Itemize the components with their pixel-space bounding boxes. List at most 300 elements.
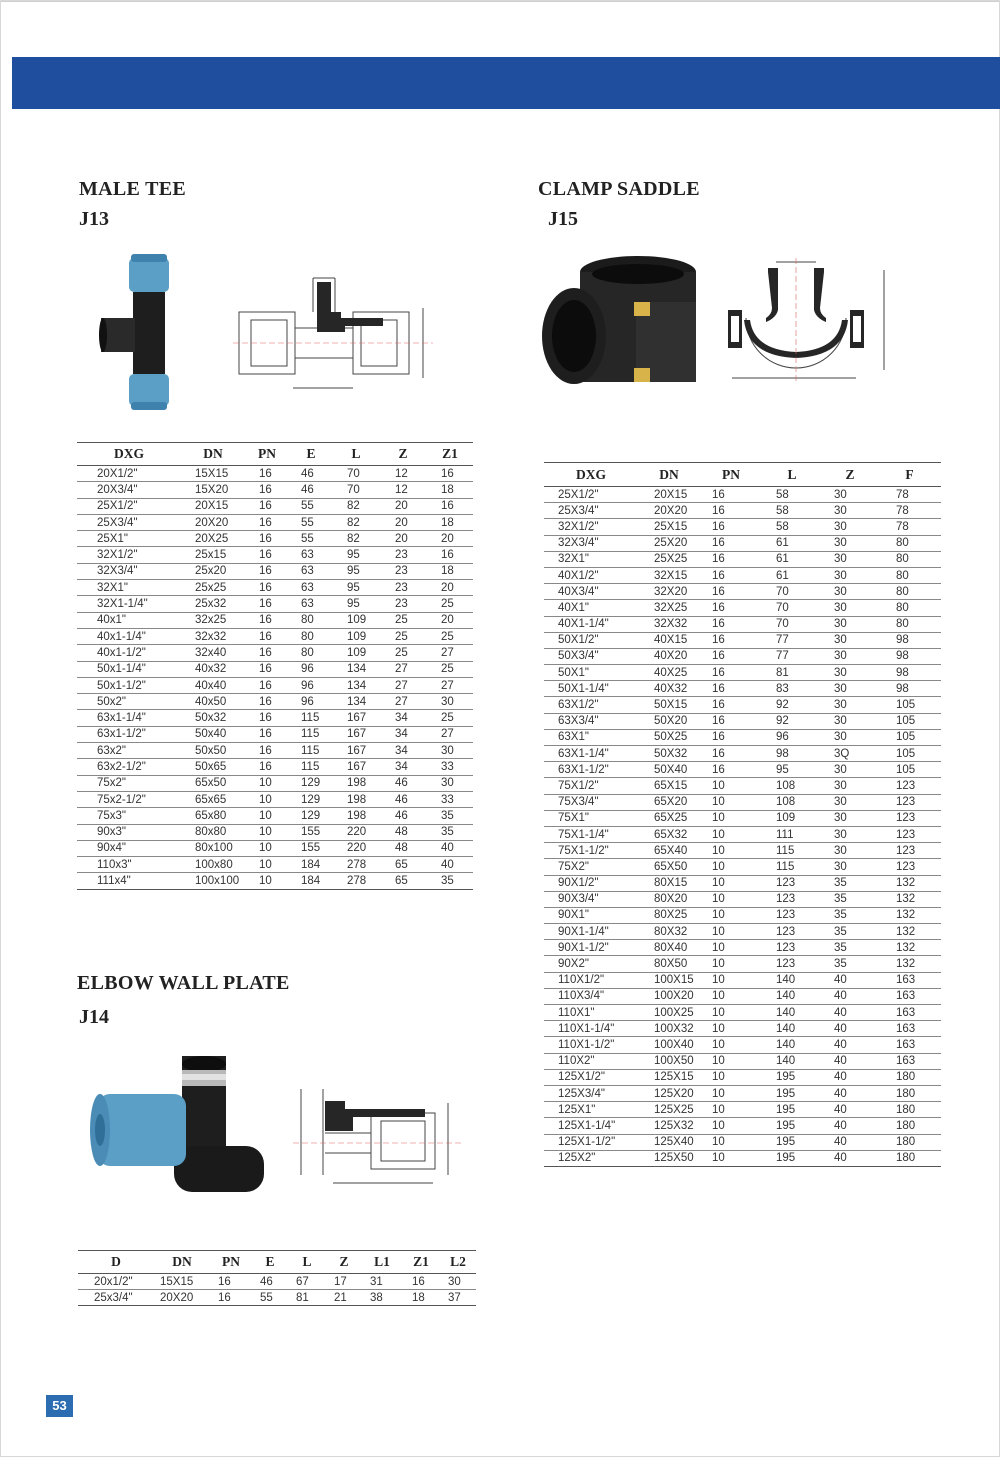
table-cell: 65X40 [638,843,700,859]
table-cell: 10 [245,873,289,889]
table-row [544,891,941,907]
table-cell: 123 [878,794,941,810]
table-cell: 92 [762,713,822,729]
table-row [77,791,473,807]
table-cell: 20X15 [181,498,245,514]
column-header: L2 [440,1251,476,1274]
table-cell: 30 [822,859,878,875]
table-cell: 123 [762,956,822,972]
column-header: D [78,1251,154,1274]
table-cell: 16 [245,661,289,677]
table-cell: 90X1" [544,907,638,923]
table-cell: 15X15 [154,1274,210,1290]
table-row [77,482,473,498]
table-row [77,547,473,563]
table-cell: 75X1/2" [544,778,638,794]
table-cell: 16 [700,665,762,681]
table-row [77,596,473,612]
table-cell: 115 [289,743,333,759]
table-cell: 10 [700,988,762,1004]
elbow-wall-plate-table [78,1250,476,1306]
table-cell: 75X3/4" [544,794,638,810]
table-cell: 75X1-1/4" [544,826,638,842]
table-cell: 125X20 [638,1085,700,1101]
table-cell: 35 [822,907,878,923]
table-cell: 75X1-1/2" [544,843,638,859]
table-cell: 70 [762,584,822,600]
table-cell: 63x1-1/2" [77,726,181,742]
table-cell: 80 [878,600,941,616]
elbow-wall-plate-table-body [78,1274,476,1306]
table-cell: 46 [289,466,333,482]
table-cell: 32x25 [181,612,245,628]
table-cell: 50x40 [181,726,245,742]
table-cell: 63X3/4" [544,713,638,729]
table-cell: 3Q [822,746,878,762]
table-cell: 129 [289,775,333,791]
table-cell: 65x65 [181,791,245,807]
table-cell: 180 [878,1085,941,1101]
table-cell: 40x1-1/4" [77,628,181,644]
column-header: PN [210,1251,252,1274]
table-cell: 55 [252,1290,288,1306]
table-cell: 31 [362,1274,402,1290]
table-cell: 40x1" [77,612,181,628]
table-cell: 140 [762,1021,822,1037]
table-cell: 78 [878,503,941,519]
table-cell: 81 [762,665,822,681]
table-cell: 50X40 [638,762,700,778]
table-cell: 90X1-1/4" [544,924,638,940]
table-cell: 35 [822,940,878,956]
table-cell: 75X1" [544,810,638,826]
table-cell: 198 [333,775,379,791]
table-cell: 80X25 [638,907,700,923]
table-cell: 20X20 [181,514,245,530]
table-cell: 98 [878,648,941,664]
table-row [544,1085,941,1101]
table-cell: 90X1/2" [544,875,638,891]
header-banner [12,57,1000,109]
table-row [544,940,941,956]
table-cell: 108 [762,778,822,794]
table-cell: 10 [700,794,762,810]
male-tee-code: J13 [79,208,109,230]
table-cell: 95 [333,596,379,612]
table-cell: 132 [878,891,941,907]
column-header: E [252,1251,288,1274]
table-row [544,778,941,794]
table-cell: 35 [822,956,878,972]
table-cell: 30 [822,648,878,664]
table-cell: 100X15 [638,972,700,988]
table-cell: 16 [700,551,762,567]
table-cell: 123 [762,907,822,923]
table-cell: 25 [427,628,473,644]
table-cell: 20 [379,498,427,514]
table-cell: 80X15 [638,875,700,891]
table-cell: 25 [379,628,427,644]
table-row [544,681,941,697]
column-header: Z1 [402,1251,440,1274]
table-cell: 80X32 [638,924,700,940]
table-cell: 134 [333,694,379,710]
table-cell: 63x2" [77,743,181,759]
table-cell: 80 [878,551,941,567]
table-cell: 32X15 [638,567,700,583]
clamp-saddle-drawing [726,258,891,386]
table-row [544,1150,941,1166]
table-cell: 25X1/2" [544,487,638,503]
table-row [544,1102,941,1118]
table-cell: 16 [245,759,289,775]
table-cell: 63X1-1/4" [544,746,638,762]
table-cell: 32x32 [181,628,245,644]
table-cell: 46 [379,775,427,791]
page-number: 53 [46,1395,73,1417]
table-cell: 25X25 [638,551,700,567]
table-cell: 16 [245,743,289,759]
male-tee-title: MALE TEE [79,178,187,200]
table-cell: 83 [762,681,822,697]
table-cell: 109 [333,612,379,628]
table-cell: 34 [379,759,427,775]
table-cell: 77 [762,648,822,664]
table-cell: 10 [700,924,762,940]
table-cell: 25 [427,710,473,726]
table-cell: 16 [245,580,289,596]
table-cell: 18 [427,563,473,579]
table-cell: 10 [700,972,762,988]
table-cell: 90X1-1/2" [544,940,638,956]
table-cell: 58 [762,503,822,519]
table-cell: 32X1" [77,580,181,596]
table-cell: 30 [822,729,878,745]
table-cell: 32X3/4" [77,563,181,579]
table-cell: 10 [700,859,762,875]
table-cell: 25 [427,661,473,677]
column-header: Z [822,463,878,487]
table-cell: 34 [379,710,427,726]
table-cell: 125X25 [638,1102,700,1118]
table-row [544,988,941,1004]
table-cell: 16 [700,762,762,778]
table-cell: 20 [379,514,427,530]
table-cell: 16 [245,628,289,644]
table-cell: 16 [245,498,289,514]
table-cell: 95 [333,547,379,563]
table-row [544,1069,941,1085]
table-cell: 129 [289,808,333,824]
table-cell: 34 [379,743,427,759]
table-cell: 10 [700,1037,762,1053]
table-cell: 32X20 [638,584,700,600]
table-cell: 278 [333,857,379,873]
table-cell: 95 [333,580,379,596]
table-cell: 115 [289,759,333,775]
table-cell: 30 [822,567,878,583]
table-cell: 10 [700,1118,762,1134]
table-cell: 167 [333,710,379,726]
table-cell: 12 [379,482,427,498]
table-cell: 100X20 [638,988,700,1004]
table-cell: 25x32 [181,596,245,612]
table-cell: 30 [822,713,878,729]
table-row [77,498,473,514]
table-row [544,600,941,616]
table-cell: 65X50 [638,859,700,875]
elbow-wall-plate-code: J14 [79,1006,109,1028]
table-cell: 16 [245,645,289,661]
table-cell: 32X1" [544,551,638,567]
table-cell: 65X32 [638,826,700,842]
table-cell: 23 [379,596,427,612]
table-cell: 50X1/2" [544,632,638,648]
table-cell: 16 [700,713,762,729]
table-cell: 100X40 [638,1037,700,1053]
table-cell: 16 [427,466,473,482]
table-cell: 184 [289,873,333,889]
table-cell: 16 [700,567,762,583]
table-cell: 50x32 [181,710,245,726]
male-tee-drawing [233,268,433,396]
table-row [78,1290,476,1306]
table-row [544,665,941,681]
table-cell: 123 [762,940,822,956]
table-cell: 30 [822,810,878,826]
table-row [544,535,941,551]
table-row [77,759,473,775]
table-cell: 16 [245,531,289,547]
table-cell: 125X50 [638,1150,700,1166]
table-cell: 48 [379,824,427,840]
table-row [544,551,941,567]
table-row [544,875,941,891]
clamp-saddle-table [544,462,941,1167]
table-cell: 40X20 [638,648,700,664]
table-cell: 30 [822,600,878,616]
table-cell: 20X3/4" [77,482,181,498]
table-cell: 105 [878,729,941,745]
table-cell: 10 [700,907,762,923]
table-cell: 27 [379,677,427,693]
table-cell: 10 [700,891,762,907]
column-header: DN [181,443,245,466]
table-cell: 110X1-1/2" [544,1037,638,1053]
table-cell: 40X15 [638,632,700,648]
table-cell: 30 [822,697,878,713]
table-cell: 65X25 [638,810,700,826]
table-cell: 16 [245,547,289,563]
table-cell: 40 [822,988,878,1004]
table-cell: 70 [762,616,822,632]
table-header-row [77,443,473,466]
table-cell: 10 [700,1102,762,1118]
table-cell: 184 [289,857,333,873]
table-cell: 90x4" [77,840,181,856]
table-cell: 78 [878,519,941,535]
table-cell: 32X1/2" [544,519,638,535]
table-cell: 50X20 [638,713,700,729]
table-cell: 10 [700,956,762,972]
table-cell: 32X1/2" [77,547,181,563]
table-cell: 35 [427,824,473,840]
table-header-row [78,1251,476,1274]
table-cell: 63 [289,580,333,596]
table-cell: 70 [762,600,822,616]
table-cell: 63x1-1/4" [77,710,181,726]
table-cell: 35 [427,808,473,824]
table-cell: 18 [427,482,473,498]
table-cell: 82 [333,514,379,530]
table-cell: 32X32 [638,616,700,632]
elbow-wall-plate-title: ELBOW WALL PLATE [77,972,290,994]
elbow-wall-plate-photo [82,1050,272,1200]
table-cell: 55 [289,531,333,547]
table-cell: 110X1-1/4" [544,1021,638,1037]
table-cell: 27 [427,726,473,742]
table-cell: 65 [379,873,427,889]
table-cell: 48 [379,840,427,856]
table-cell: 23 [379,563,427,579]
table-row [544,648,941,664]
table-cell: 35 [427,873,473,889]
table-row [77,775,473,791]
table-cell: 27 [379,694,427,710]
column-header: L [333,443,379,466]
table-row [544,859,941,875]
table-cell: 90X3/4" [544,891,638,907]
table-cell: 16 [402,1274,440,1290]
table-cell: 80X50 [638,956,700,972]
table-cell: 180 [878,1069,941,1085]
table-cell: 105 [878,746,941,762]
table-cell: 25X15 [638,519,700,535]
table-cell: 123 [762,875,822,891]
table-cell: 40 [822,1118,878,1134]
table-cell: 40 [427,857,473,873]
table-cell: 16 [210,1274,252,1290]
table-cell: 125X1" [544,1102,638,1118]
table-cell: 30 [822,551,878,567]
table-cell: 35 [822,924,878,940]
table-cell: 163 [878,1053,941,1069]
table-row [544,567,941,583]
table-cell: 40X32 [638,681,700,697]
table-cell: 25x15 [181,547,245,563]
table-cell: 10 [700,1069,762,1085]
table-cell: 16 [210,1290,252,1306]
table-cell: 80X40 [638,940,700,956]
table-cell: 16 [245,466,289,482]
table-cell: 10 [700,940,762,956]
table-row [544,746,941,762]
table-row [77,612,473,628]
table-cell: 82 [333,531,379,547]
table-cell: 80 [289,628,333,644]
table-cell: 20X15 [638,487,700,503]
table-cell: 61 [762,551,822,567]
table-cell: 21 [326,1290,362,1306]
table-cell: 70 [333,482,379,498]
table-cell: 30 [822,826,878,842]
table-cell: 134 [333,661,379,677]
table-row [544,826,941,842]
table-cell: 167 [333,759,379,775]
table-cell: 163 [878,1037,941,1053]
table-cell: 134 [333,677,379,693]
table-cell: 108 [762,794,822,810]
table-cell: 98 [878,665,941,681]
table-cell: 30 [822,519,878,535]
table-cell: 16 [245,726,289,742]
table-row [77,808,473,824]
column-header: Z [326,1251,362,1274]
table-cell: 20x1/2" [78,1274,154,1290]
table-cell: 123 [762,924,822,940]
table-row [77,466,473,482]
table-cell: 30 [822,584,878,600]
table-cell: 40 [822,1150,878,1166]
table-cell: 80 [878,535,941,551]
table-cell: 80x80 [181,824,245,840]
table-cell: 132 [878,940,941,956]
table-cell: 40X1-1/4" [544,616,638,632]
table-cell: 100x80 [181,857,245,873]
table-cell: 110X2" [544,1053,638,1069]
table-cell: 10 [700,843,762,859]
table-cell: 123 [762,891,822,907]
table-cell: 15X20 [181,482,245,498]
table-cell: 40 [822,1085,878,1101]
table-cell: 155 [289,824,333,840]
table-row [544,519,941,535]
table-cell: 75x3" [77,808,181,824]
table-cell: 140 [762,988,822,1004]
table-row [544,956,941,972]
table-cell: 20X20 [154,1290,210,1306]
table-cell: 163 [878,988,941,1004]
table-cell: 40 [822,1102,878,1118]
table-cell: 10 [245,824,289,840]
table-cell: 90x3" [77,824,181,840]
table-cell: 105 [878,762,941,778]
table-cell: 16 [700,519,762,535]
table-cell: 125X3/4" [544,1085,638,1101]
table-cell: 25X1" [77,531,181,547]
table-cell: 25X1/2" [77,498,181,514]
table-cell: 100X32 [638,1021,700,1037]
table-cell: 195 [762,1150,822,1166]
table-cell: 30 [822,487,878,503]
table-cell: 50X1" [544,665,638,681]
table-cell: 25x25 [181,580,245,596]
table-cell: 50X1-1/4" [544,681,638,697]
table-cell: 96 [289,677,333,693]
table-cell: 40X3/4" [544,584,638,600]
table-cell: 10 [700,1085,762,1101]
table-cell: 100x100 [181,873,245,889]
table-cell: 110x3" [77,857,181,873]
table-cell: 40 [427,840,473,856]
table-row [544,713,941,729]
table-cell: 16 [245,694,289,710]
table-row [544,972,941,988]
table-cell: 35 [822,875,878,891]
table-cell: 23 [379,580,427,596]
table-cell: 32X3/4" [544,535,638,551]
table-cell: 132 [878,875,941,891]
